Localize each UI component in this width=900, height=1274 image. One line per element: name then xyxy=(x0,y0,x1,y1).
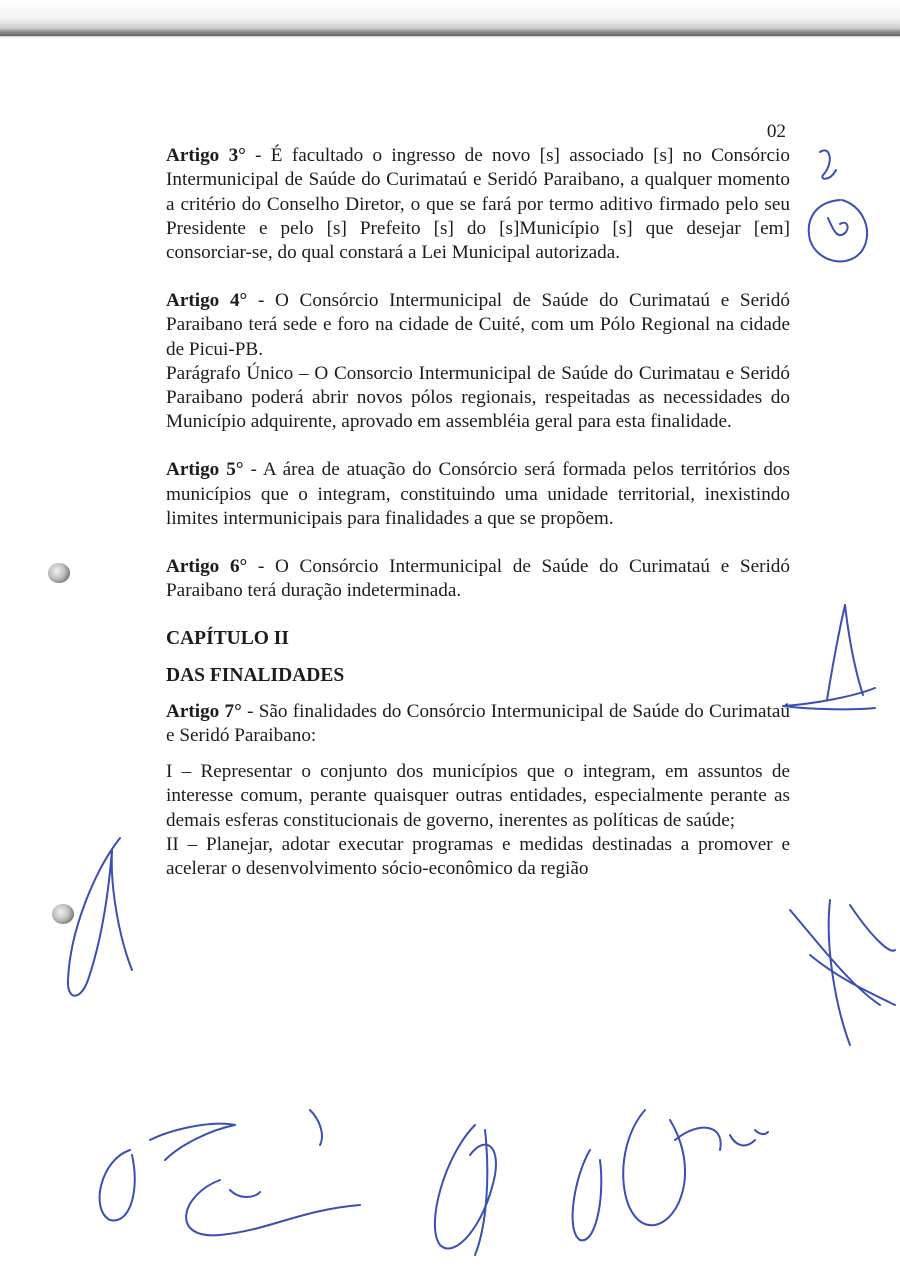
artigo-5-label: Artigo 5° xyxy=(166,459,244,481)
artigo-3-label: Artigo 3° xyxy=(166,145,246,167)
artigo-7-item-1: I – Representar o conjunto dos municípios que o integram, em assuntos de interesse comum, perante quaisquer outras entidades, especialmente perante as demais esferas constitucionais de governo, inerentes as políticas de saúde; xyxy=(166,761,790,831)
page-number: 02 xyxy=(766,121,786,142)
chapter-heading: CAPÍTULO II xyxy=(166,628,289,650)
artigo-5 xyxy=(166,458,790,531)
artigo-4-text: - O Consórcio Intermunicipal de Saúde do Curimataú e Seridó Paraibano terá sede e foro na cidade de Cuité, com um Pólo Regional na cidade de Picui-PB. xyxy=(166,290,790,360)
artigo-7-label: Artigo 7° xyxy=(166,700,242,722)
artigo-3-text: - É facultado o ingresso de novo [s] associado [s] no Consórcio Intermunicipal de Saúde do Curimataú e Seridó Paraibano, a qualquer momento a critério do Conselho Diretor, o que se fará por termo aditivo firmado pelo seu Presidente e pelo [s] Prefeito [s] do [s]Município [s] que desejar [em] consorciar-se, do qual constará a Lei Municipal autorizada. xyxy=(166,145,790,264)
section-heading: DAS FINALIDADES xyxy=(166,664,345,686)
artigo-6-label: Artigo 6° xyxy=(166,556,248,578)
punch-hole-bottom xyxy=(52,904,74,924)
artigo-4 xyxy=(166,289,790,362)
artigo-6 xyxy=(166,555,790,603)
artigo-5-text: - A área de atuação do Consórcio será formada pelos territórios dos municípios que o integram, constituindo uma unidade territorial, inexistindo limites intermunicipais para finalidades a que se propõem. xyxy=(166,459,790,529)
artigo-4-paragrafo-unico: Parágrafo Único – O Consorcio Intermunicipal de Saúde do Curimatau e Seridó Paraibano poderá abrir novos pólos regionais, respeitadas as necessidades do Município adquirente, aprovado em assembléia geral para esta finalidade. xyxy=(166,362,790,433)
artigo-6-text: - O Consórcio Intermunicipal de Saúde do Curimataú e Seridó Paraibano terá duração indeterminada. xyxy=(166,556,790,602)
artigo-4-label: Artigo 4° xyxy=(166,290,248,312)
artigo-7-text: - São finalidades do Consórcio Intermunicipal de Saúde do Curimataú e Seridó Paraibano: xyxy=(166,700,790,747)
document-body xyxy=(166,120,790,881)
artigo-3 xyxy=(166,144,790,265)
artigo-7-item-2: II – Planejar, adotar executar programas e medidas destinadas a promover e acelerar o desenvolvimento sócio-econômico da região xyxy=(166,833,790,880)
artigo-7 xyxy=(166,700,790,748)
punch-hole-top xyxy=(48,563,70,583)
